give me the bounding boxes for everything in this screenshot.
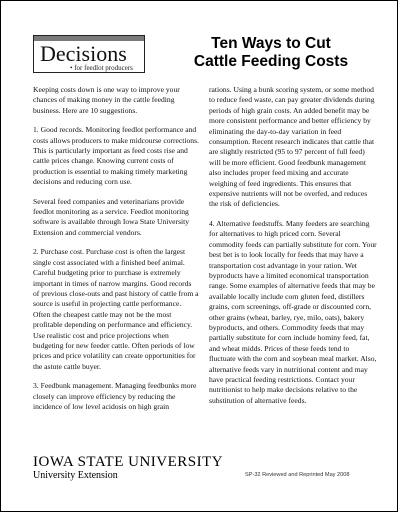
- title-line-1: Ten Ways to Cut: [211, 35, 331, 52]
- extension-name: University Extension: [33, 470, 118, 481]
- right-column: [209, 85, 377, 415]
- publication-code: SP-32 Reviewed and Reprinted May 2008: [245, 472, 350, 478]
- decisions-logo: [33, 35, 145, 73]
- title-line-2: Cattle Feeding Costs: [193, 53, 349, 70]
- logo-word: Decisions: [40, 41, 127, 66]
- paragraph-intro: Keeping costs down is one way to improve your chances of making money in the cattle feeding business. Here are 10 suggestions.: [33, 85, 180, 115]
- paragraph-good-records: 1. Good records. Monitoring feedlot performance and costs allows producers to make midcourse corrections. This is particularly important as feed costs rise and cattle prices change. Knowing current costs of production is essential to making timely marketing decisions and reducing corn use.: [33, 125, 199, 187]
- page-title: [161, 35, 381, 71]
- paragraph-monitoring: Several feed companies and veterinarians provide feedlot monitoring as a service. Feedlot monitoring software is available through Iowa State University Extension and commercial vendors.: [33, 196, 190, 237]
- paragraph-feedbunk: 3. Feedbunk management. Managing feedbunks more closely can improve efficiency by reducing the incidence of low level acidosis on high grain: [33, 381, 197, 411]
- left-column: [33, 85, 199, 421]
- paragraph-feedbunk-continued: rations. Using a bunk scoring system, or some method to reduce feed waste, can pay greater dividends during periods of high grain costs. An added benefit may be more consistent performance and better efficiency by eliminating the day-to-day variation in feed consumption. Recent research indicates that cattle that are slightly restricted (95 to 97 percent of full feed) will be more efficient. Good feedbunk management also includes proper feed mixing and accurate weighing of feed ingredients. This ensures that expensive nutrients will not be overfed, and reduces the risk of deficiencies.: [209, 85, 375, 209]
- isu-extension-logo: [33, 455, 223, 482]
- paragraph-alternative-feedstuffs: 4. Alternative feedstuffs. Many feeders are searching for alternatives to high priced corn. Several commodity feeds can partially substitute for corn. Your best bet is to look locally for feeds that may have a transportation cost advantage in your ration. Wet byproducts have a limited economical transportation range. Some examples of alternative feeds that may be available locally include corn gluten feed, distillers grains, corn screenings, off-grade or discounted corn, other grains (wheat, barley, rye, milo, oats), bakery byproducts, and others. Commodity feeds that may partially substitute for corn include hominy feed, fat, and wheat midds. Prices of these feeds tend to fluctuate with the corn and soybean meal market. Also, alternative feeds vary in nutritional content and may have practical feeding restrictions. Contact your nutritionist to help make decisions relative to the substitution of alternative feeds.: [209, 218, 377, 405]
- logo-tagline: • for feedlot producers: [70, 64, 133, 72]
- university-name: IOWA STATE UNIVERSITY: [33, 454, 224, 470]
- paragraph-purchase-cost: 2. Purchase cost. Purchase cost is often the largest single cost associated with a finished beef animal. Careful budgeting prior to purchase is extremely important in times of narrow margins. Good records of previous close-outs and past history of cattle from a source is useful in projecting cattle performance. Often the cheapest cattle may not be the most profitable depending on performance and efficiency. Use realistic cost and price projections when budgeting for new feeder cattle. Often periods of low prices and price volatility can create opportunities for the astute cattle buyer.: [33, 247, 199, 371]
